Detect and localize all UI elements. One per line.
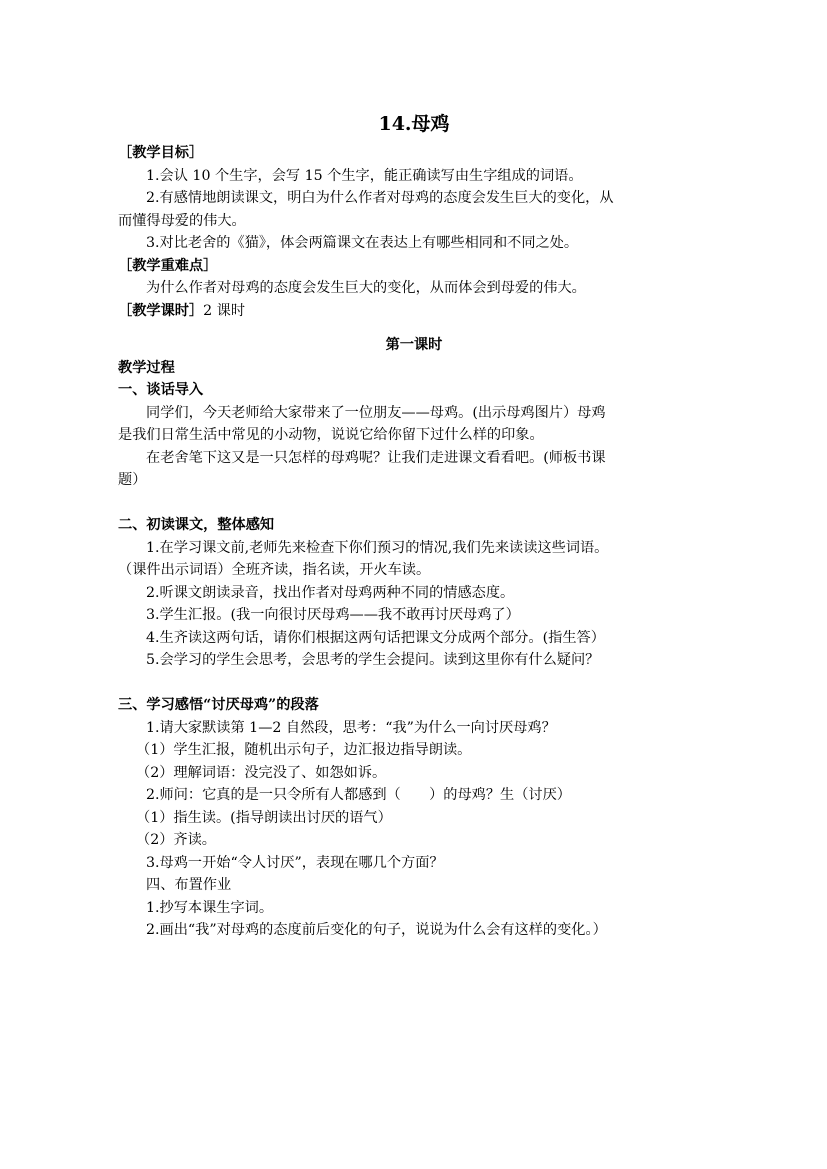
- class-hours-line: [118, 300, 710, 323]
- part3-line: 1.请大家默读第 1—2 自然段，思考：“我”为什么一向讨厌母鸡？: [146, 719, 556, 736]
- key-points-heading: ［教学重难点］: [118, 257, 218, 274]
- part2-heading: 二、初读课文，整体感知: [118, 517, 275, 533]
- part3-line: （2）理解词语：没完没了、如怨如诉。: [136, 764, 387, 781]
- part3-heading: 三、学习感悟“讨厌母鸡”的段落: [118, 697, 319, 713]
- part2-line: 5.会学习的学生会思考，会思考的学生会提问。读到这里你有什么疑问？: [146, 652, 600, 668]
- page-title: 14.母鸡: [378, 113, 450, 135]
- part3-line: （2）齐读。: [136, 832, 216, 848]
- homework-line: 2.画出“我”对母鸡的态度前后变化的句子，说说为什么会有这样的变化。）: [146, 922, 607, 938]
- goal-line: 3.对比老舍的《猫》，体会两篇课文在表达上有哪些相同和不同之处。: [146, 235, 579, 251]
- part1-line: 是我们日常生活中常见的小动物，说说它给你留下过什么样的印象。: [118, 427, 544, 443]
- part2-line: 3.学生汇报。(我一向很讨厌母鸡——我不敢再讨厌母鸡了）: [146, 607, 520, 623]
- part2-line: 2.听课文朗读录音，找出作者对母鸡两种不同的情感态度。: [146, 584, 515, 601]
- homework-line: 1.抄写本课生字词。: [146, 899, 274, 916]
- homework-heading: 四、布置作业: [146, 877, 232, 893]
- part3-line: （1）学生汇报，随机出示句子，边汇报边指导朗读。: [136, 742, 472, 758]
- part2-line: （课件出示词语）全班齐读，指名读，开火车读。: [118, 562, 431, 578]
- class-hours-value: 2 课时: [203, 302, 246, 319]
- lesson-title: 第一课时: [385, 337, 443, 353]
- part3-line: 3.母鸡一开始“令人讨厌”，表现在哪几个方面？: [146, 854, 444, 871]
- part3-line: （1）指生读。(指导朗读出讨厌的语气）: [136, 809, 392, 826]
- goals-heading: ［教学目标］: [118, 145, 204, 161]
- part1-line: 题）: [118, 472, 147, 488]
- goal-line: 而懂得母爱的伟大。: [118, 212, 246, 229]
- process-heading: 教学过程: [118, 359, 175, 376]
- document-page: [118, 108, 710, 942]
- goal-line: 2.有感情地朗读课文，明白为什么作者对母鸡的态度会发生巨大的变化，从: [146, 190, 614, 206]
- part1-line: 在老舍笔下这又是一只怎样的母鸡呢？让我们走进课文看看吧。(师板书课: [146, 449, 606, 466]
- part1-line: 同学们，今天老师给大家带来了一位朋友——母鸡。(出示母鸡图片）母鸡: [146, 404, 606, 421]
- key-points-text: 为什么作者对母鸡的态度会发生巨大的变化，从而体会到母爱的伟大。: [146, 280, 586, 296]
- part3-line: 2.师问：它真的是一只令所有人都感到（ ）的母鸡？生（讨厌）: [146, 787, 571, 803]
- part2-line: 1.在学习课文前,老师先来检查下你们预习的情况,我们先来读读这些词语。: [146, 539, 609, 556]
- goal-line: 1.会认 10 个生字，会写 15 个生字，能正确读写由生字组成的词语。: [146, 167, 583, 184]
- part1-heading: 一、谈话导入: [118, 382, 204, 398]
- class-hours-heading: ［教学课时］: [118, 302, 204, 319]
- part2-line: 4.生齐读这两句话，请你们根据这两句话把课文分成两个部分。(指生答）: [146, 629, 605, 646]
